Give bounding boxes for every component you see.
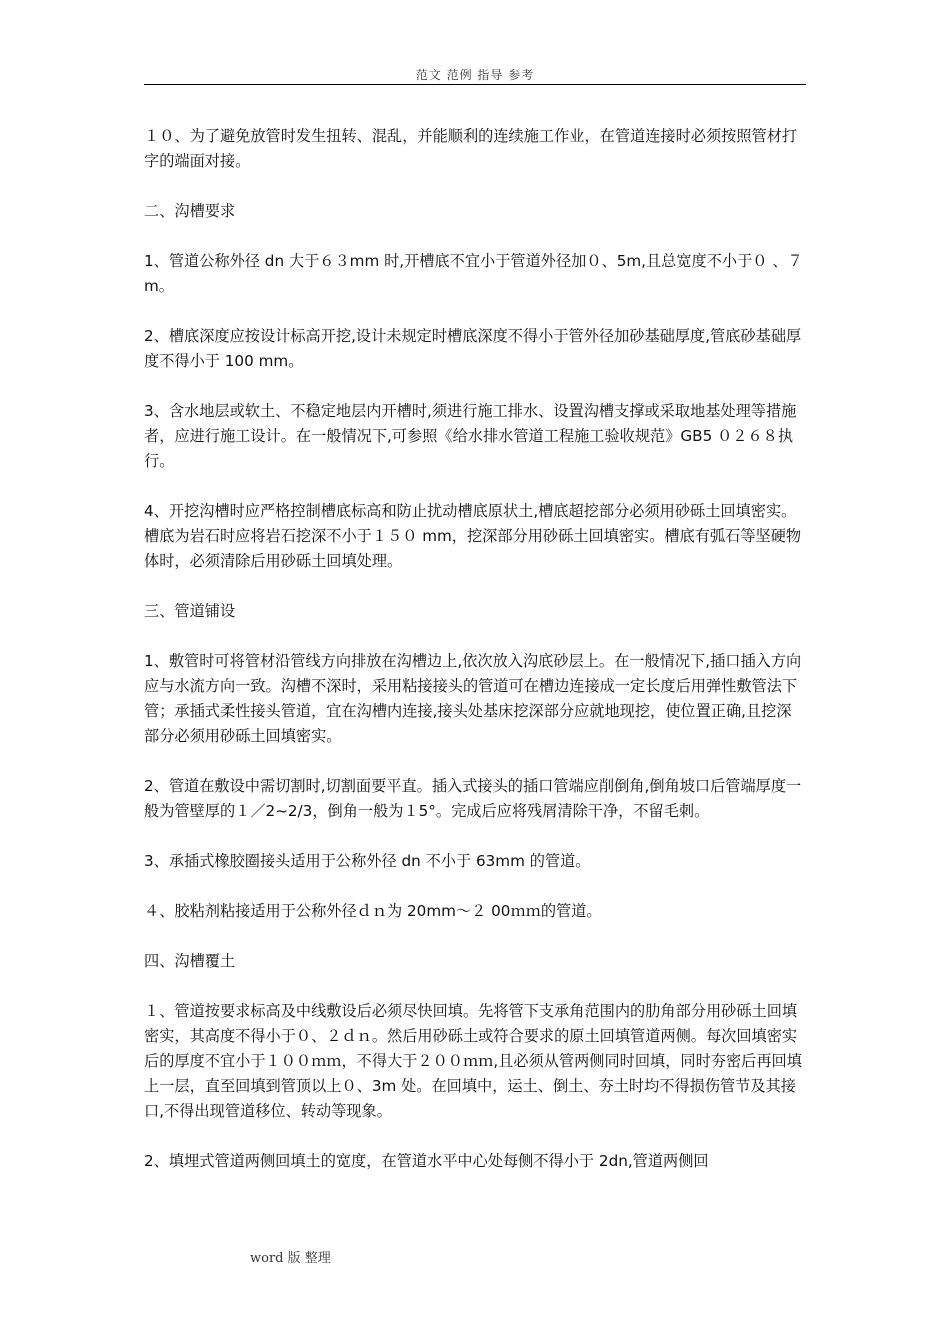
paragraph-2-4: 4、开挖沟槽时应严格控制槽底标高和防止扰动槽底原状土,槽底超挖部分必须用砂砾土回填密实。槽底为岩石时应将岩石挖深不小于１５０ mm，挖深部分用砂砾土回填密实。槽底有弧石等坚硬物体时，必须清除后用砂砾土回填处理。 — [144, 502, 802, 570]
paragraph-4-1: １、管道按要求标高及中线敷设后必须尽快回填。先将管下支承角范围内的肋角部分用砂砾土回填密实，其高度不得小于０、２ｄｎ。然后用砂砾土或符合要求的原土回填管道两侧。每次回填密实后的厚度不宜小于１００ｍｍ，不得大于２００ｍｍ,且必须从管两侧同时回填，同时夯密后再回填上一层，直至回填到管顶以上０、3m 处。在回填中，运土、倒土、夯土时均不得损伤管节及其接口,不得出现管道移位、转动等现象。 — [144, 1002, 802, 1120]
page-header: 范文 范例 指导 参考 — [415, 68, 535, 82]
header-divider — [144, 84, 806, 85]
paragraph-3-2: 2、管道在敷设中需切割时,切割面要平直。插入式接头的插口管端应削倒角,倒角坡口后管端厚度一般为管壁厚的１／2~2/3，倒角一般为１5°。完成后应将残屑清除干净，不留毛刺。 — [144, 777, 802, 820]
paragraph-3-3: 3、承插式橡胶圈接头适用于公称外径 dn 不小于 63mm 的管道。 — [144, 852, 591, 870]
paragraph-4-2: 2、填埋式管道两侧回填土的宽度，在管道水平中心处每侧不得小于 2dn,管道两侧回 — [144, 1152, 709, 1170]
paragraph-3-4: ４、胶粘剂粘接适用于公称外径ｄｎ为 20mm～２ 00ｍｍ的管道。 — [144, 902, 602, 920]
paragraph-3-1: 1、敷管时可将管材沿管线方向排放在沟槽边上,依次放入沟底砂层上。在一般情况下,插口插入方向应与水流方向一致。沟槽不深时，采用粘接接头的管道可在槽边连接成一定长度后用弹性敷管法下管；承插式柔性接头管道，宜在沟槽内连接,接头处基床挖深部分应就地现挖，使位置正确,且挖深部分必须用砂砾土回填密实。 — [144, 652, 802, 745]
section-heading-trench-backfill: 四、沟槽覆土 — [144, 952, 236, 970]
section-heading-trench-requirements: 二、沟槽要求 — [144, 202, 236, 220]
section-heading-pipe-laying: 三、管道铺设 — [144, 602, 236, 620]
document-body — [144, 124, 806, 1199]
paragraph-2-3: 3、含水地层或软土、不稳定地层内开槽时,须进行施工排水、设置沟槽支撑或采取地基处理等措施者，应进行施工设计。在一般情况下,可参照《给水排水管道工程施工验收规范》GB5 ０２６８执行。 — [144, 402, 797, 470]
paragraph-2-1: 1、管道公称外径 dn 大于６３mm 时,开槽底不宜小于管道外径加０、5m,且总宽度不小于０ 、７ m。 — [144, 252, 803, 295]
paragraph-2-2: 2、槽底深度应按设计标高开挖,设计未规定时槽底深度不得小于管外径加砂基础厚度,管底砂基础厚度不得小于 100 mm。 — [144, 327, 802, 370]
page-footer: word 版 整理 — [250, 1251, 331, 1266]
paragraph-1-10: １０、为了避免放管时发生扭转、混乱，并能顺利的连续施工作业，在管道连接时必须按照管材打字的端面对接。 — [144, 127, 798, 170]
